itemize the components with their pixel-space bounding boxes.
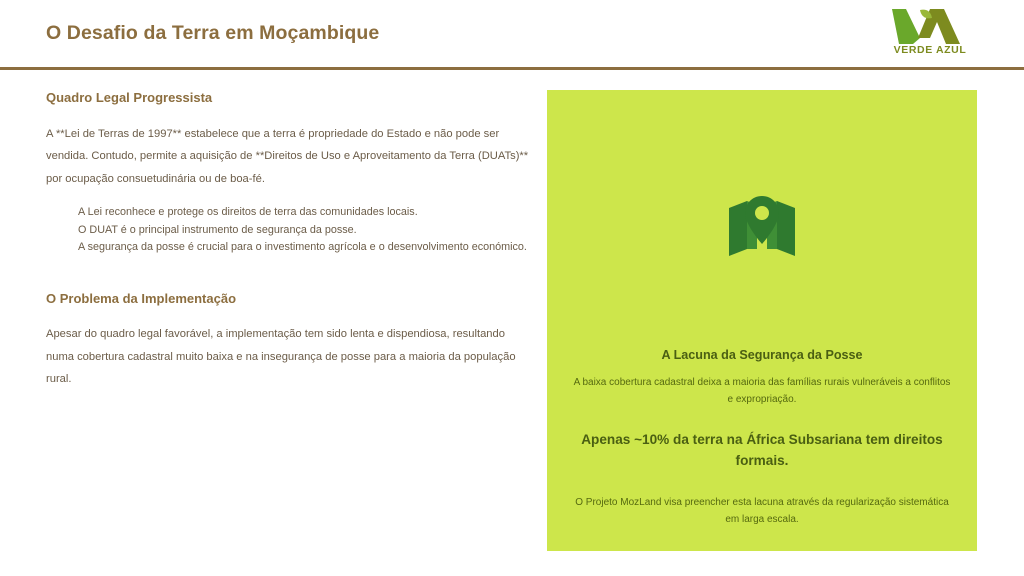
highlight-panel-text [571,348,953,528]
panel-heading: A Lacuna da Segurança da Posse [661,348,863,362]
panel-subtext: A baixa cobertura cadastral deixa a maioria das famílias rurais vulneráveis a conflitos e expropriação. [573,377,951,406]
highlight-panel [547,90,977,551]
map-location-pin-icon [547,194,977,261]
section-title-implementation-problem: O Problema da Implementação [46,290,237,306]
panel-note: O Projeto MozLand visa preencher esta lacuna através da regularização sistemática em larga escala. [575,496,949,525]
panel-statistic: Apenas ~10% da terra na África Subsariana tem direitos formais. [581,432,943,469]
verde-azul-va-monogram-icon [890,8,970,44]
section-paragraph-legal-framework: A **Lei de Terras de 1997** estabelece que a terra é propriedade do Estado e não pode ser vendida. Contudo, permite a aquisição de **Direitos de Uso e Aproveitamento da Terra (DUATs)** por ocupação consuetudinária ou de boa-fé. [46,127,529,185]
left-content-column [46,90,536,405]
bullet-list-legal-framework [46,204,536,256]
section-title-legal-framework: Quadro Legal Progressista [46,90,213,105]
logo [876,8,984,64]
logo-text: VERDE AZUL [893,44,967,56]
list-item: A segurança da posse é crucial para o investimento agrícola e o desenvolvimento económico. [78,241,527,254]
list-item: O DUAT é o principal instrumento de segurança da posse. [78,223,357,236]
slide-header [0,0,1024,70]
list-item: A Lei reconhece e protege os direitos de terra das comunidades locais. [78,206,418,219]
page-title: O Desafio da Terra em Moçambique [46,22,380,44]
section-paragraph-implementation-problem: Apesar do quadro legal favorável, a implementação tem sido lenta e dispendiosa, resultando numa cobertura cadastral muito baixa e na insegurança de posse para a maioria da população rural. [46,328,516,386]
